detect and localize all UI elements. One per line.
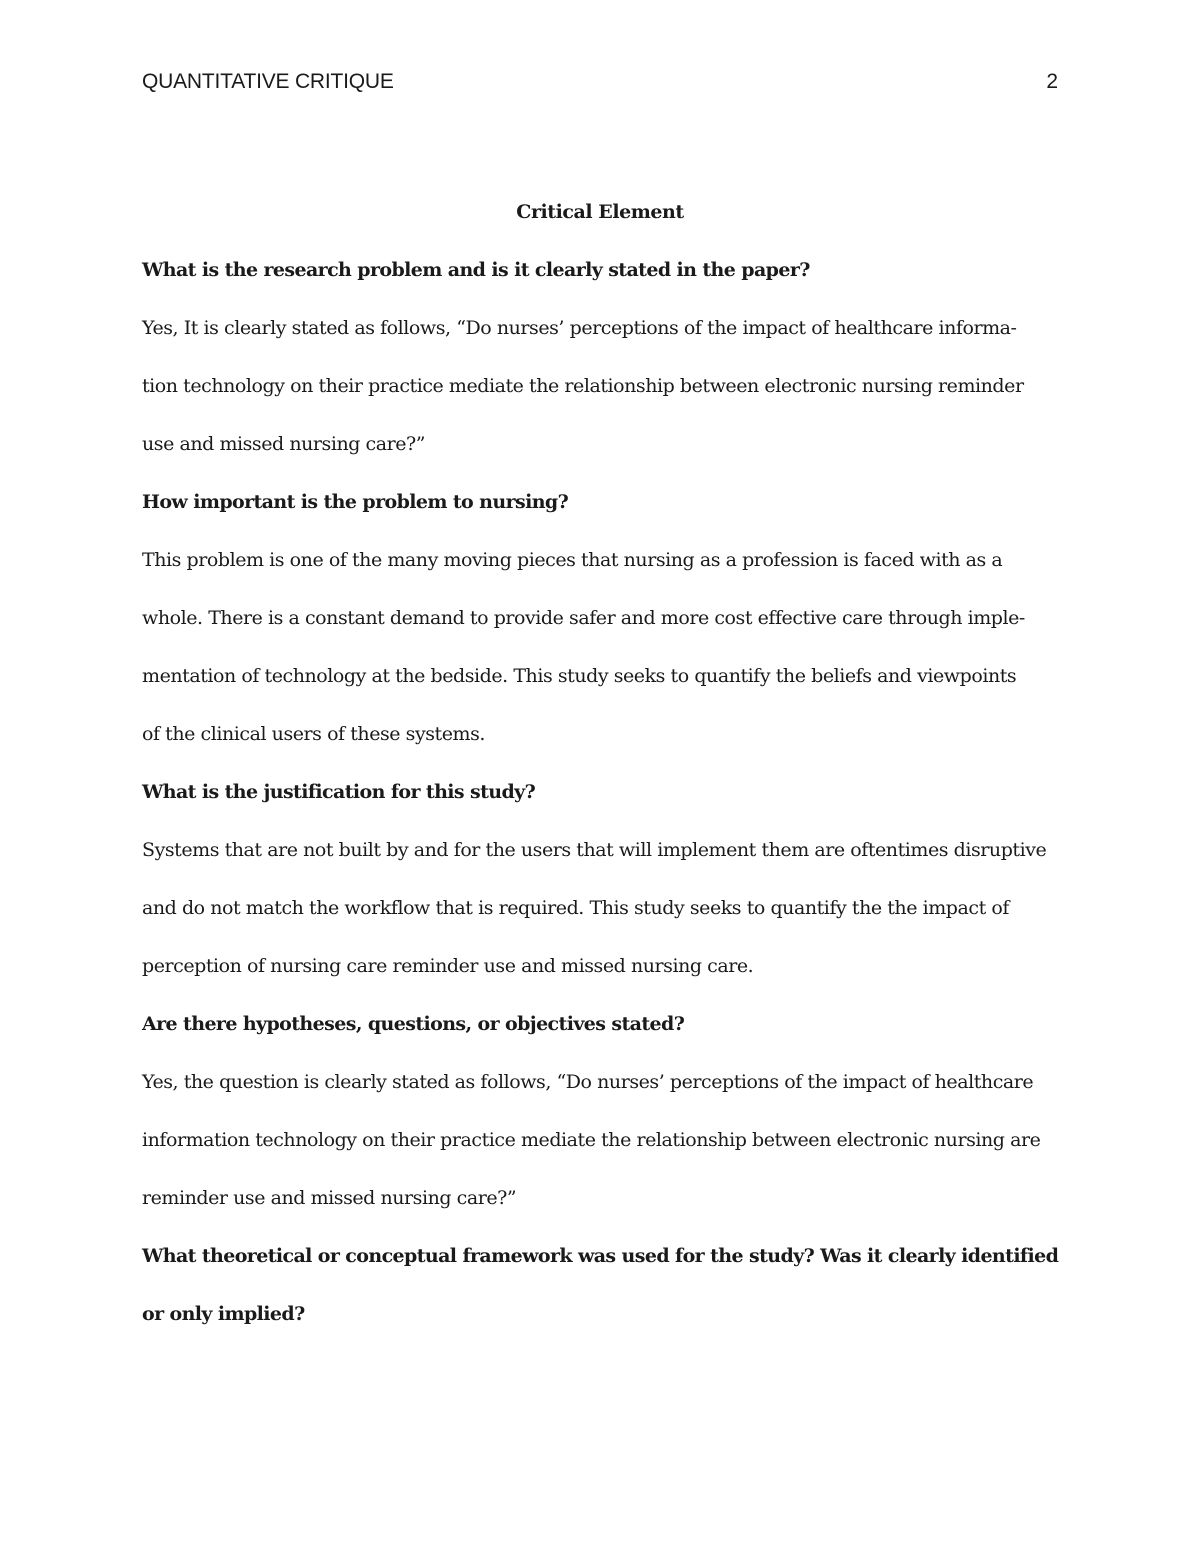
answer-line: Yes, It is clearly stated as follows, “Do nurses’ perceptions of the impact of healthcare informa- xyxy=(142,317,1017,339)
answer-line: use and missed nursing care?” xyxy=(142,433,426,455)
page-number: 2 xyxy=(1046,70,1058,93)
answer-line: mentation of technology at the bedside. This study seeks to quantify the beliefs and viewpoints xyxy=(142,665,1017,687)
answer-line: reminder use and missed nursing care?” xyxy=(142,1187,517,1209)
answer-line: This problem is one of the many moving pieces that nursing as a profession is faced with as a xyxy=(142,549,1003,571)
document-body xyxy=(142,183,1058,1343)
answer-paragraph xyxy=(142,299,1058,473)
answer-paragraph xyxy=(142,531,1058,763)
question-line: or only implied? xyxy=(142,1303,305,1325)
answer-line: Systems that are not built by and for the users that will implement them are oftentimes disruptive xyxy=(142,839,1047,861)
section-title: Critical Element xyxy=(516,201,684,223)
answer-paragraph xyxy=(142,821,1058,995)
running-head: QUANTITATIVE CRITIQUE xyxy=(142,70,394,93)
answer-line: perception of nursing care reminder use and missed nursing care. xyxy=(142,955,754,977)
answer-line: information technology on their practice mediate the relationship between electronic nursing are xyxy=(142,1129,1041,1151)
answer-line: Yes, the question is clearly stated as follows, “Do nurses’ perceptions of the impact of healthcare xyxy=(142,1071,1034,1093)
answer-line: whole. There is a constant demand to provide safer and more cost effective care through imple- xyxy=(142,607,1025,629)
question-heading: What is the research problem and is it clearly stated in the paper? xyxy=(142,259,810,281)
answer-line: tion technology on their practice mediate the relationship between electronic nursing reminder xyxy=(142,375,1024,397)
question-heading: Are there hypotheses, questions, or objectives stated? xyxy=(142,1013,685,1035)
final-question-heading xyxy=(142,1227,1058,1343)
question-heading: How important is the problem to nursing? xyxy=(142,491,569,513)
answer-line: of the clinical users of these systems. xyxy=(142,723,485,745)
question-heading: What is the justification for this study? xyxy=(142,781,536,803)
answer-paragraph xyxy=(142,1053,1058,1227)
question-line: What theoretical or conceptual framework was used for the study? Was it clearly identified xyxy=(142,1245,1059,1267)
answer-line: and do not match the workflow that is required. This study seeks to quantify the the impact of xyxy=(142,897,1009,919)
